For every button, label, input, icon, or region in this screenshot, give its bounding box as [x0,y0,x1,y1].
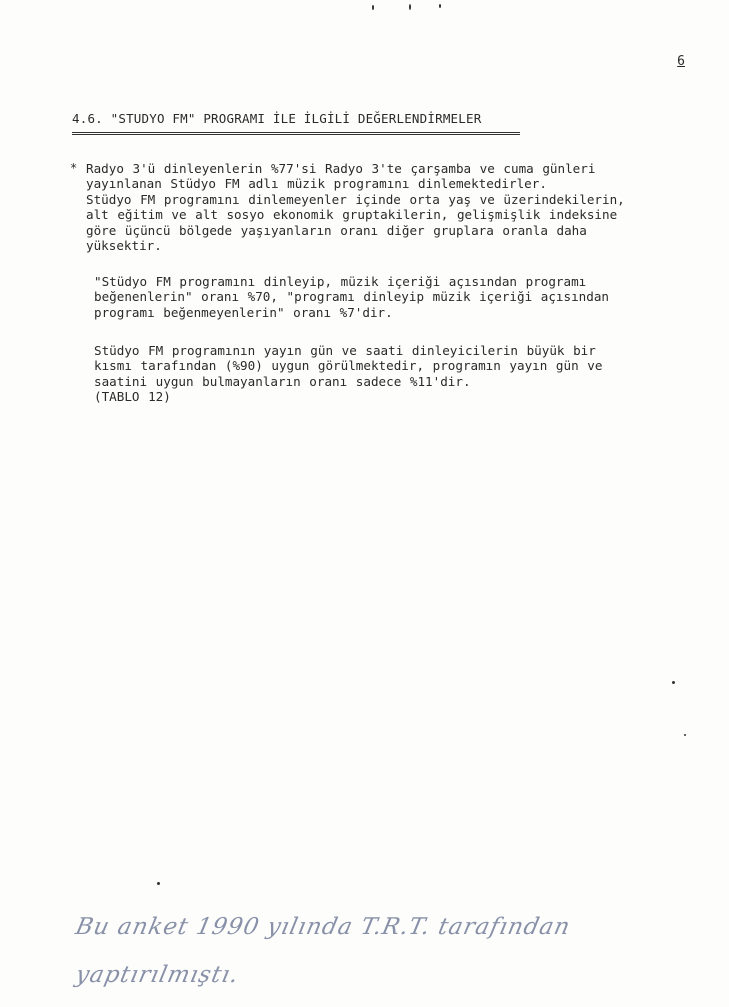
bullet-mark: * [70,161,78,175]
scan-speck [409,4,411,10]
handwritten-note-line-2: yaptırılmıştı. [73,962,242,988]
paragraph-studyo-fm-listeners: Radyo 3'ü dinleyenlerin %77'si Radyo 3'te çarşamba ve cuma günleri yayınlanan Stüdyo FM adlı müzik programını dinlemektedirler. Stüdyo FM programını dinlemeyenler içinde orta yaş ve üzerindekilerin, alt eğitim ve alt sosyo ekonomik gruptakilerin, gelişmişlik indeksine göre üçüncü bölgede yaşıyanların oranı diğer gruplara oranla daha yüksektir. [86,161,625,254]
paragraph-music-content-approval: "Stüdyo FM programını dinleyip, müzik içeriği açısından programı beğenenlerin" oranı %70, "programı dinleyip müzik içeriği açısından programı beğenmeyenlerin" oranı %7'dir. [94,274,609,320]
scan-speck [684,734,686,736]
page-number: 6 [677,54,685,69]
scan-speck [439,4,441,8]
paragraph-broadcast-time: Stüdyo FM programının yayın gün ve saati dinleyicilerin büyük bir kısmı tarafından (%90) uygun görülmektedir, programın yayın gün ve saatini uygun bulmayanların oranı sadece %11'dir. (TABLO 12) [94,343,603,405]
scan-speck [672,681,675,684]
handwritten-note-line-1: Bu anket 1990 yılında T.R.T. tarafından [73,914,573,940]
scan-speck [157,882,160,885]
section-heading: 4.6. "STUDYO FM" PROGRAMI İLE İLGİLİ DEĞERLENDİRMELER [72,111,520,135]
scan-speck [372,5,374,10]
